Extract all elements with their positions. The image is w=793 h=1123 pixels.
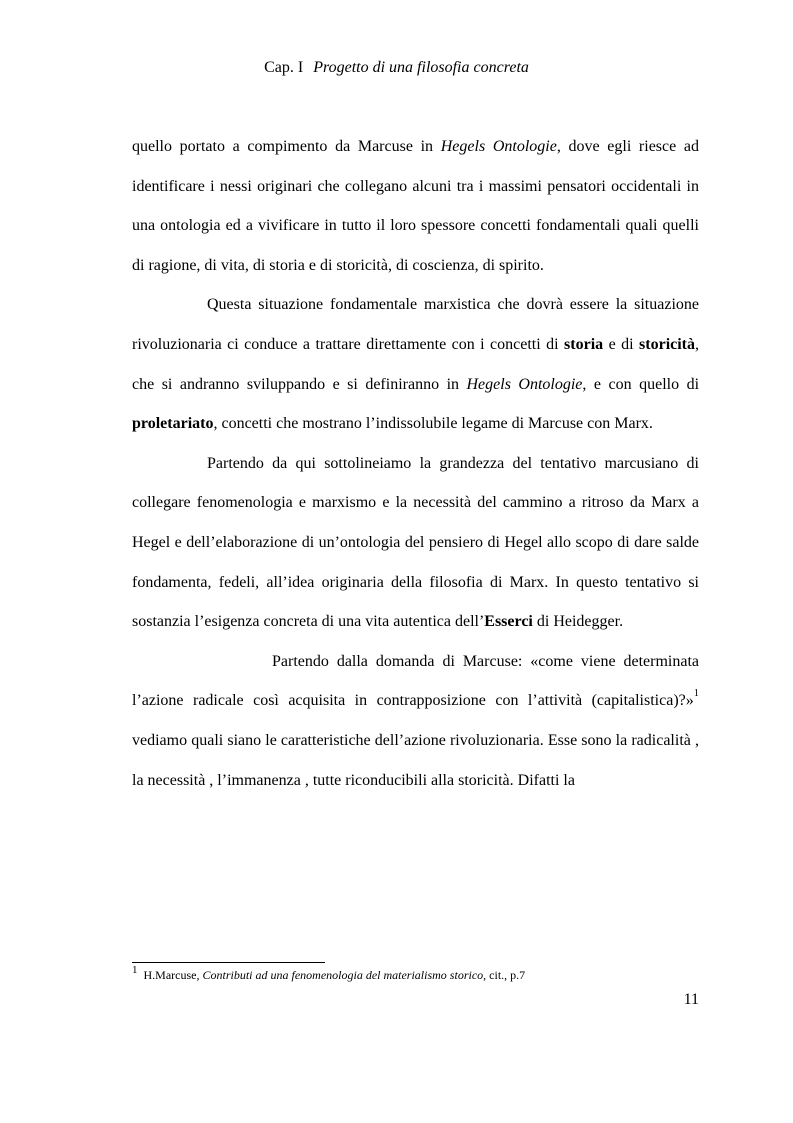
- text-run: di Heidegger.: [532, 613, 624, 631]
- chapter-title: Progetto di una filosofia concreta: [313, 59, 529, 76]
- paragraph-1: [132, 127, 699, 285]
- text-run: quello portato a compimento da Marcuse in: [132, 138, 441, 155]
- text-run: Questa situazione fondamentale marxistica che dovrà essere la situazione rivoluzionaria ci conduce a trattare direttamente con i concetti di: [132, 296, 699, 353]
- page-number: 11: [683, 991, 699, 1008]
- footnote-reference: 1: [693, 688, 699, 700]
- text-run: e di: [603, 335, 640, 353]
- book-title: Hegels Ontologie: [440, 138, 557, 155]
- paragraph-3: [132, 444, 699, 642]
- footnote: [132, 965, 699, 986]
- footnote-work-title: Contributi ad una fenomenologia del materialismo storico: [202, 968, 484, 982]
- paragraph-4: [132, 642, 699, 800]
- footnote-citation: , cit., p.7: [483, 968, 526, 982]
- bold-term: Esserci: [484, 613, 533, 631]
- text-run: , dove egli riesce ad identificare i nessi originari che collegano alcuni tra i massimi pensatori occidentali in una ontologia ed a vivificare in tutto il loro spessore concetti fondamentali quali quelli di ragione, di vita, di storia e di storicità, di coscienza, di spirito.: [132, 138, 700, 274]
- bold-term: storicità: [639, 335, 696, 353]
- bold-term: storia: [564, 335, 604, 353]
- footnote-rule: [132, 962, 325, 963]
- text-run: , che si andranno sviluppando e si definiranno in: [132, 335, 700, 393]
- text-run: vediamo quali siano le caratteristiche dell’azione rivoluzionaria. Esse sono la radicalità , la necessità , l’immanenza , tutte riconducibili alla storicità. Difatti la: [132, 731, 699, 789]
- bold-term: proletariato: [132, 415, 214, 433]
- chapter-label: Cap. I: [264, 59, 304, 76]
- text-run: Partendo dalla domanda di Marcuse: «come viene determinata l’azione radicale così acquisita in contrapposizione con l’attività (capitalistica)?»: [132, 652, 699, 710]
- footnote-number: 1: [132, 964, 138, 976]
- running-header: [0, 56, 793, 80]
- paragraph-2: [132, 285, 699, 443]
- text-run: , e con quello di: [582, 375, 700, 393]
- main-text: [132, 127, 699, 800]
- text-run: , concetti che mostrano l’indissolubile legame di Marcuse con Marx.: [213, 415, 653, 433]
- text-run: Partendo da qui sottolineiamo la grandezza del tentativo marcusiano di collegare fenomenologia e marxismo e la necessità del cammino a ritroso da Marx a Hegel e dell’elaborazione di un’ontologia del pensiero di Hegel allo scopo di dare salde fondamenta, fedeli, all’idea originaria della filosofia di Marx. In questo tentativo si sostanzia l’esigenza concreta di una vita autentica dell’: [132, 454, 699, 631]
- footnote-author: H.Marcuse,: [143, 968, 203, 982]
- book-title: Hegels Ontologie: [466, 375, 583, 393]
